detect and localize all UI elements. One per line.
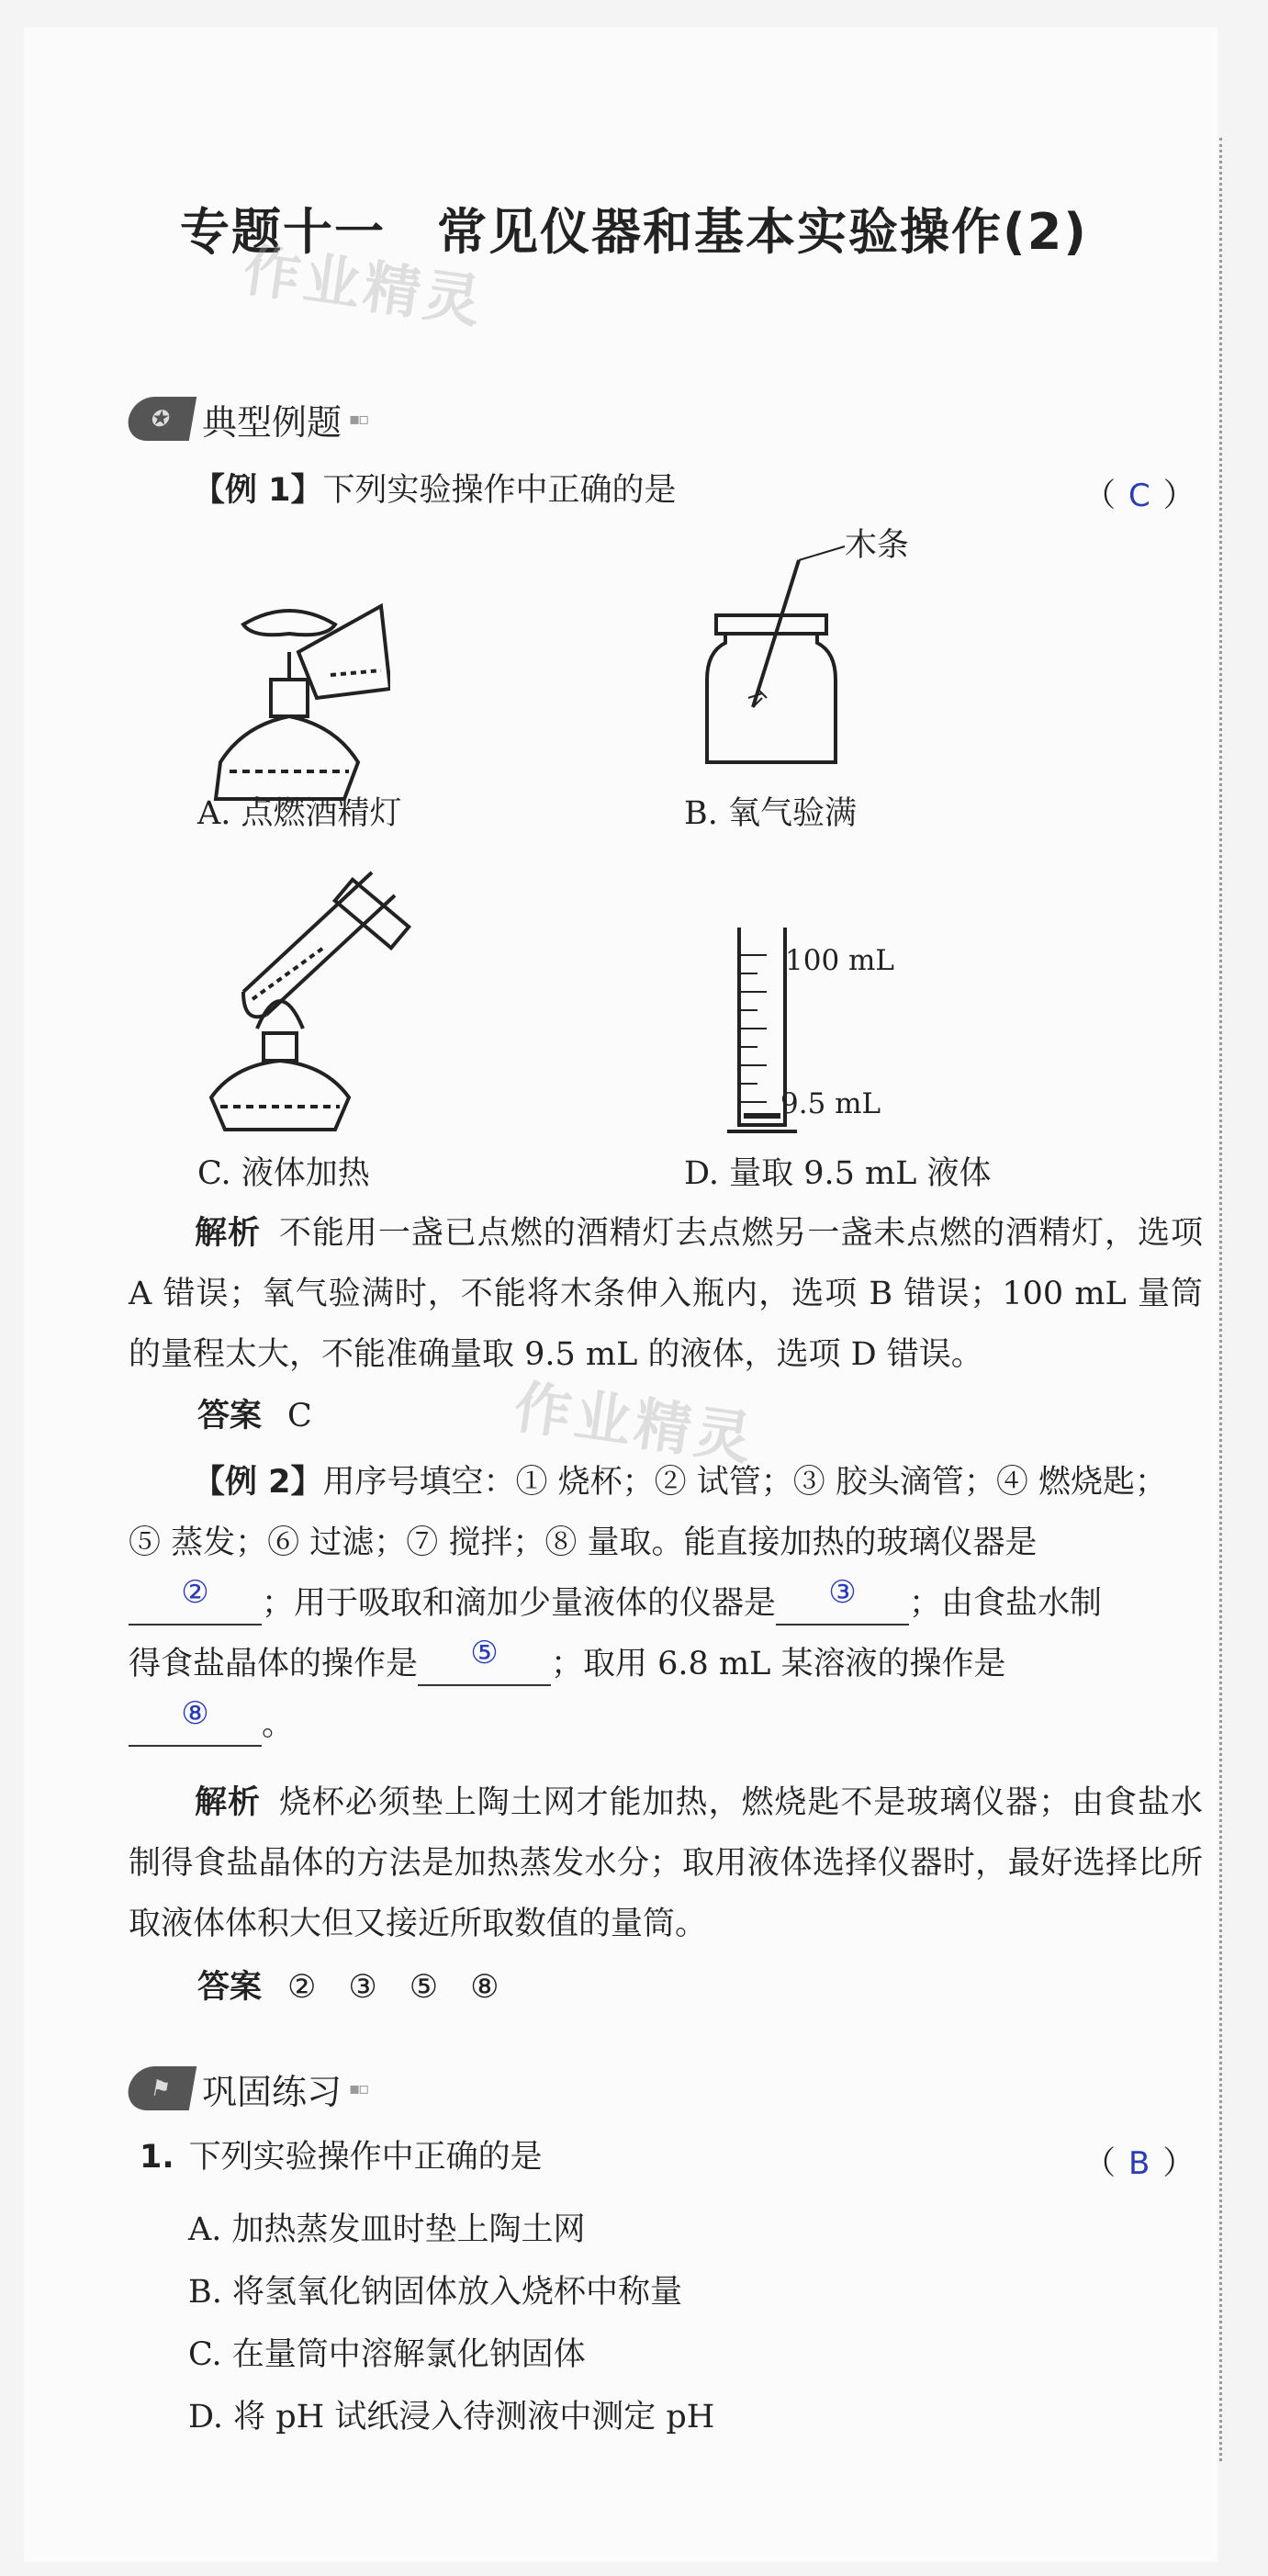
blank-4-answer: ⑧ bbox=[181, 1695, 209, 1732]
example2-stem-4a: 得食盐晶体的操作是 bbox=[129, 1646, 419, 1682]
cut-line bbox=[1219, 138, 1222, 2461]
figure-c-heating-liquid bbox=[188, 863, 427, 1139]
figure-a-alcohol-lamps bbox=[188, 588, 390, 808]
question1-option-a: A. 加热蒸发皿时垫上陶土网 bbox=[188, 2211, 586, 2248]
example2-stem-1: 用序号填空：① 烧杯；② 试管；③ 胶头滴管；④ 燃烧匙； bbox=[322, 1464, 1168, 1501]
blank-3[interactable] bbox=[418, 1635, 551, 1686]
bracket-open: （ bbox=[1083, 2145, 1117, 2182]
example1-analysis bbox=[129, 1203, 1203, 1385]
figure-d-bottom-label: 9.5 mL bbox=[780, 1087, 881, 1120]
watermark: 作业精灵 bbox=[239, 235, 489, 336]
example2-analysis bbox=[129, 1772, 1203, 1954]
watermark: 作业精灵 bbox=[510, 1372, 760, 1473]
brain-icon: ✪ bbox=[125, 397, 196, 441]
example1-option-b: B. 氧气验满 bbox=[684, 795, 857, 832]
question1-answer: B bbox=[1128, 2145, 1150, 2182]
example2-label: 【例 2】 bbox=[193, 1464, 323, 1501]
analysis-label: 解析 bbox=[195, 1784, 261, 1821]
question1-stem-text: 下列实验操作中正确的是 bbox=[188, 2139, 543, 2176]
bracket-close: ） bbox=[1162, 2145, 1195, 2182]
question1-stem bbox=[140, 2135, 543, 2179]
figure-b-oxygen-bottle bbox=[698, 542, 918, 771]
figure-b-label: 木条 bbox=[845, 527, 910, 564]
question1-option-b: B. 将氢氧化钠固体放入烧杯中称量 bbox=[188, 2274, 682, 2311]
page-title: 专题十一 常见仪器和基本实验操作(2) bbox=[180, 203, 1088, 261]
example1-answer: C bbox=[1128, 478, 1150, 514]
question1-number: 1. bbox=[140, 2139, 174, 2176]
example2-line-3 bbox=[129, 1574, 1103, 1625]
answer-text: C bbox=[287, 1398, 312, 1434]
bracket-open: （ bbox=[1083, 478, 1117, 514]
example1-option-a: A. 点燃酒精灯 bbox=[197, 795, 402, 832]
example1-final-answer bbox=[197, 1394, 312, 1438]
example2-stem-5: 。 bbox=[262, 1706, 295, 1743]
example1-label: 【例 1】 bbox=[193, 472, 323, 509]
example2-line-4 bbox=[129, 1635, 1006, 1686]
figure-d-top-label: 100 mL bbox=[785, 944, 895, 977]
example2-line-1 bbox=[193, 1460, 1167, 1504]
section-examples bbox=[129, 393, 367, 444]
question1-option-c: C. 在量筒中溶解氯化钠固体 bbox=[188, 2336, 586, 2373]
question1-option-d: D. 将 pH 试纸浸入待测液中测定 pH bbox=[188, 2399, 715, 2435]
section-practice bbox=[129, 2063, 367, 2114]
example1-stem bbox=[193, 468, 677, 512]
example2-stem-4b: ；取用 6.8 mL 某溶液的操作是 bbox=[551, 1646, 1006, 1682]
answer-label: 答案 bbox=[197, 1398, 263, 1434]
blank-4[interactable] bbox=[129, 1695, 262, 1747]
analysis-label: 解析 bbox=[195, 1215, 261, 1252]
example1-option-c: C. 液体加热 bbox=[197, 1155, 370, 1192]
dots-icon: ▪▫ bbox=[349, 409, 368, 429]
example2-stem-3a: ；用于吸取和滴加少量液体的仪器是 bbox=[262, 1585, 777, 1622]
example1-option-d: D. 量取 9.5 mL 液体 bbox=[684, 1155, 992, 1192]
answer-text: ② ③ ⑤ ⑧ bbox=[287, 1969, 499, 2006]
flag-icon: ⚑ bbox=[125, 2066, 196, 2110]
blank-1[interactable] bbox=[129, 1574, 262, 1625]
blank-2-answer: ③ bbox=[828, 1574, 857, 1611]
blank-3-answer: ⑤ bbox=[470, 1635, 499, 1671]
blank-1-answer: ② bbox=[181, 1574, 209, 1611]
example2-line-2: ⑤ 蒸发；⑥ 过滤；⑦ 搅拌；⑧ 量取。能直接加热的玻璃仪器是 bbox=[129, 1524, 1038, 1561]
blank-2[interactable] bbox=[776, 1574, 909, 1625]
example2-final-answer bbox=[197, 1965, 499, 2009]
example2-line-5 bbox=[129, 1695, 295, 1747]
analysis-text: 烧杯必须垫上陶土网才能加热，燃烧匙不是玻璃仪器；由食盐水制得食盐晶体的方法是加热蒸发水分；取用液体选择仪器时，最好选择比所取液体体积大但又接近所取数值的量筒。 bbox=[129, 1784, 1203, 1942]
example2-stem-3b: ；由食盐水制 bbox=[909, 1585, 1103, 1622]
section-title: 巩固练习 bbox=[202, 2071, 342, 2112]
question1-answer-box bbox=[1083, 2138, 1195, 2184]
answer-label: 答案 bbox=[197, 1969, 263, 2006]
bracket-close: ） bbox=[1162, 478, 1195, 514]
dots-icon: ▪▫ bbox=[349, 2078, 368, 2098]
example1-stem-text: 下列实验操作中正确的是 bbox=[322, 472, 677, 509]
example1-answer-box bbox=[1083, 470, 1195, 516]
analysis-text: 不能用一盏已点燃的酒精灯去点燃另一盏未点燃的酒精灯，选项 A 错误；氧气验满时，不能将木条伸入瓶内，选项 B 错误；100 mL 量筒的量程太大，不能准确量取 9.5 mL 的液体，选项 D 错误。 bbox=[129, 1215, 1203, 1373]
section-title: 典型例题 bbox=[202, 401, 342, 443]
